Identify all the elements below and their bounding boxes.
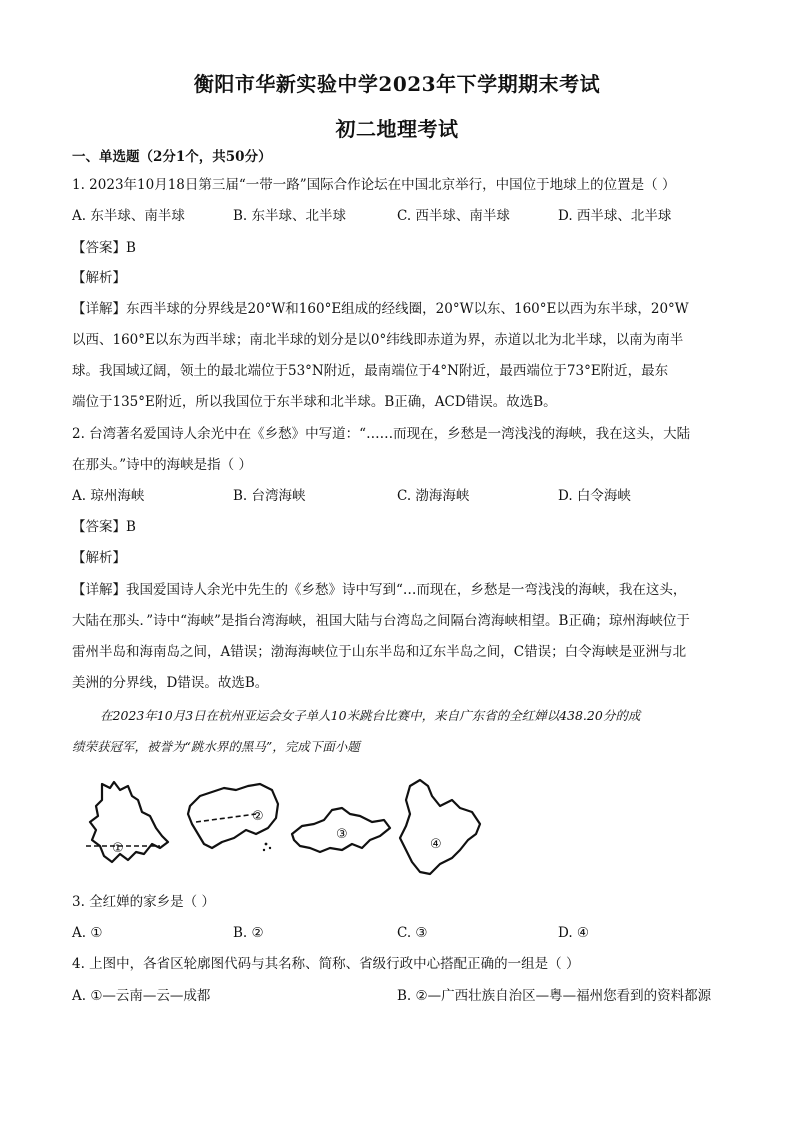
- q2-detail-line: 雷州半岛和海南岛之间，A错误；渤海海峡位于山东半岛和辽东半岛之间，C错误；白令海峡是亚洲与北: [72, 644, 687, 660]
- passage-line: 在2023年10月3日在杭州亚运会女子单人10米跳台比赛中，来自广东省的全红婵以438.20分的成: [100, 708, 641, 723]
- passage-line: 绩荣获冠军，被誉为“跳水界的黑马”，完成下面小题: [72, 739, 360, 754]
- q2-option-c: C. 渤海海峡: [397, 488, 470, 504]
- province-outline-maps: [80, 778, 490, 880]
- province-outline-2: [188, 784, 278, 848]
- q3-option-a: A. ①: [72, 925, 103, 941]
- section-heading: 一、单选题（2分1个，共50分）: [72, 149, 272, 165]
- q2-option-d: D. 白令海峡: [558, 488, 631, 504]
- q2-detail-line: 大陆在那头．”诗中“海峡”是指台湾海峡，祖国大陆与台湾岛之间隔台湾海峡相望。B正确；琼州海峡位于: [72, 613, 690, 629]
- q1-option-a: A. 东半球、南半球: [72, 208, 185, 224]
- q3-option-d: D. ④: [558, 925, 590, 941]
- q1-detail-line: 球。我国域辽阔，领土的最北端位于53°N附近，最南端位于4°N附近，最西端位于73°E附近，最东: [72, 363, 669, 379]
- q1-option-c: C. 西半球、南半球: [397, 208, 510, 224]
- exam-subtitle: 初二地理考试: [335, 117, 459, 141]
- q1-answer: 【答案】B: [72, 240, 136, 256]
- q4-option-a: A. ①—云南—云—成都: [72, 988, 211, 1004]
- map-label-2: ②: [252, 809, 264, 824]
- exam-title: 衡阳市华新实验中学2023年下学期期末考试: [193, 72, 601, 96]
- q1-option-b: B. 东半球、北半球: [233, 208, 347, 224]
- map-label-1: ①: [112, 841, 124, 856]
- q2-stem-line: 在那头。”诗中的海峡是指（ ）: [72, 457, 252, 473]
- q1-option-d: D. 西半球、北半球: [558, 208, 672, 224]
- q2-option-a: A. 琼州海峡: [72, 488, 145, 504]
- q1-detail-line: 【详解】东西半球的分界线是20°W和160°E组成的经线圈，20°W以东、160°E以西为东半球，20°W: [72, 301, 689, 317]
- q1-detail-line: 端位于135°E附近，所以我国位于东半球和北半球。B正确，ACD错误。故选B。: [72, 394, 557, 410]
- q3-stem: 3. 全红婵的家乡是（ ）: [72, 894, 215, 910]
- map-label-3: ③: [336, 827, 348, 842]
- q2-analysis-label: 【解析】: [72, 550, 126, 566]
- q2-stem-line: 2. 台湾著名爱国诗人余光中在《乡愁》中写道：“……而现在，乡愁是一湾浅浅的海峡，我在这头，大陆: [72, 426, 691, 442]
- q2-detail-line: 【详解】我国爱国诗人余光中先生的《乡愁》诗中写到“…而现在，乡愁是一弯浅浅的海峡，我在这头，: [72, 582, 687, 598]
- q2-answer: 【答案】B: [72, 519, 136, 535]
- map-label-4: ④: [430, 837, 442, 852]
- q1-analysis-label: 【解析】: [72, 270, 126, 286]
- q3-option-b: B. ②: [233, 925, 264, 941]
- q2-option-b: B. 台湾海峡: [233, 488, 306, 504]
- q1-detail-line: 以西、160°E以东为西半球；南北半球的划分是以0°纬线即赤道为界，赤道以北为北半球，以南为南半: [72, 332, 684, 348]
- q2-detail-line: 美洲的分界线，D错误。故选B。: [72, 675, 269, 691]
- q3-option-c: C. ③: [397, 925, 428, 941]
- province-outline-1: [90, 782, 168, 862]
- q4-option-b: B. ②—广西壮族自治区—粤—福州您看到的资料都源: [397, 988, 712, 1004]
- q1-stem: 1. 2023年10月18日第三届“一带一路”国际合作论坛在中国北京举行，中国位于地球上的位置是（ ）: [72, 177, 676, 193]
- q4-stem: 4. 上图中，各省区轮廓图代码与其名称、简称、省级行政中心搭配正确的一组是（ ）: [72, 956, 580, 972]
- province-outline-4: [400, 780, 480, 874]
